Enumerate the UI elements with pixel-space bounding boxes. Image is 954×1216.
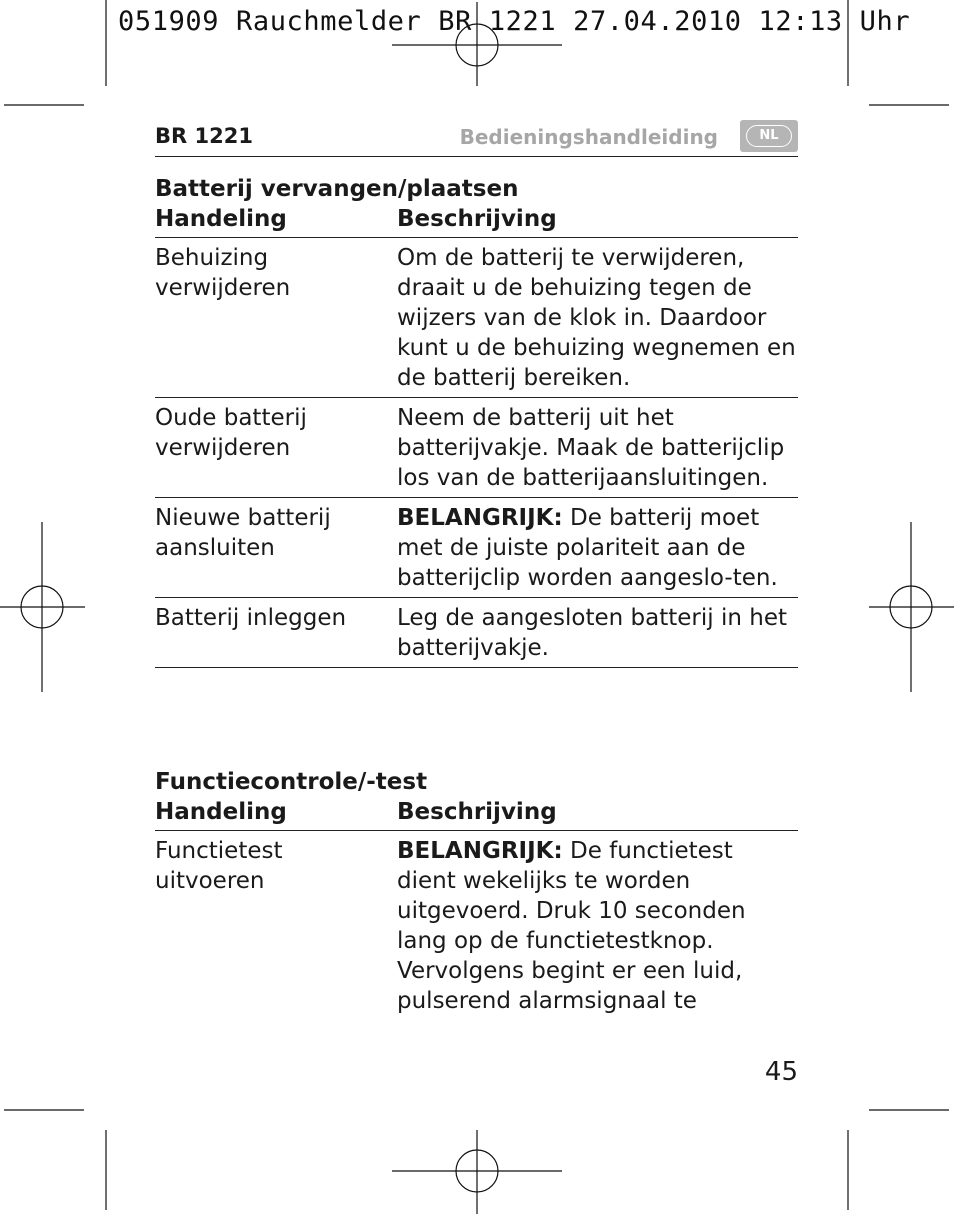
language-badge — [740, 120, 798, 152]
section-battery — [155, 174, 798, 668]
language-code: NL — [746, 125, 792, 147]
table-header — [155, 204, 798, 238]
row-description — [397, 598, 798, 668]
table-row — [155, 598, 798, 668]
row-emphasis: BELANGRIJK: — [397, 505, 563, 531]
row-text: Neem de batterij uit het batterijvakje. Maak de batterijclip los van de batterijaansluitingen. — [397, 405, 785, 491]
column-header-description: Beschrijving — [397, 206, 557, 232]
function-test-table — [155, 831, 798, 1020]
row-description — [397, 498, 798, 598]
row-action: Nieuwe batterij aansluiten — [155, 505, 331, 561]
row-description — [397, 238, 798, 398]
section-title: Functiecontrole/-test — [155, 769, 428, 795]
row-description — [397, 831, 798, 1020]
table-row — [155, 498, 798, 598]
page-header — [155, 122, 798, 157]
column-header-description: Beschrijving — [397, 799, 557, 825]
section-function-test — [155, 767, 798, 1020]
row-emphasis: BELANGRIJK: — [397, 838, 563, 864]
row-text: De batterij moet met de juiste polariteit aan de batterijclip worden aangeslo-ten. — [397, 505, 778, 591]
row-description — [397, 398, 798, 498]
row-action: Batterij inleggen — [155, 605, 347, 631]
table-header — [155, 797, 798, 831]
row-action: Behuizing verwijderen — [155, 245, 291, 301]
battery-table — [155, 238, 798, 668]
table-row — [155, 398, 798, 498]
column-header-action: Handeling — [155, 206, 287, 232]
row-text: Om de batterij te verwijderen, draait u de behuizing tegen de wijzers van de klok in. Daardoor kunt u de behuizing wegnemen en de batterij bereiken. — [397, 245, 796, 391]
manual-title: Bedieningshandleiding — [459, 125, 718, 149]
model-name: BR 1221 — [155, 124, 253, 148]
row-text: Leg de aangesloten batterij in het batterijvakje. — [397, 605, 788, 661]
row-text: De functietest dient wekelijks te worden uitgevoerd. Druk 10 seconden lang op de functietestknop. Vervolgens begint er een luid, pulserend alarmsignaal te — [397, 838, 746, 1014]
section-title: Batterij vervangen/plaatsen — [155, 176, 519, 202]
table-row — [155, 238, 798, 398]
column-header-action: Handeling — [155, 799, 287, 825]
row-action: Oude batterij verwijderen — [155, 405, 307, 461]
page-number: 45 — [764, 1057, 798, 1087]
table-row — [155, 831, 798, 1020]
print-slug: 051909 Rauchmelder BR 1221 27.04.2010 12:13 Uhr — [118, 6, 911, 37]
row-action: Functietest uitvoeren — [155, 838, 283, 894]
